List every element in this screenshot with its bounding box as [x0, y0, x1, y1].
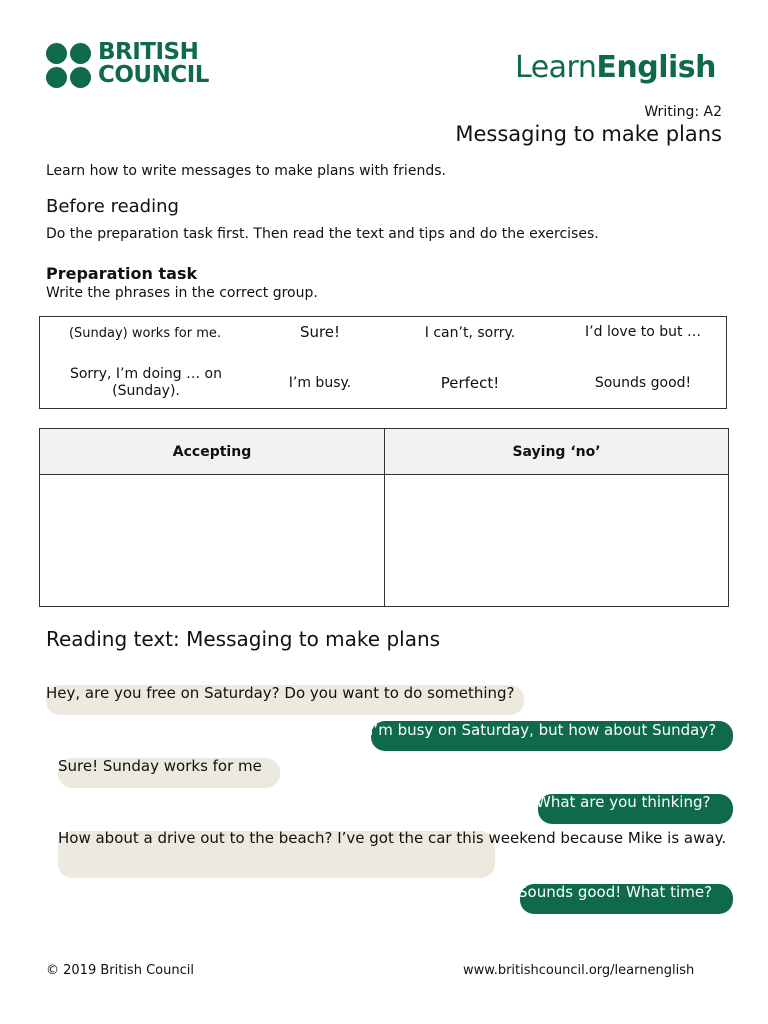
message-text: What are you thinking?: [536, 793, 711, 811]
message-text: I’m busy on Saturday, but how about Sunday?: [369, 721, 717, 739]
phrase-item: I can’t, sorry.: [424, 325, 516, 341]
message-text: Sure! Sunday works for me: [58, 757, 262, 775]
logo-dots-icon: [46, 43, 93, 89]
british-council-logo: [46, 39, 216, 89]
message-text: Hey, are you free on Saturday? Do you want to do something?: [46, 684, 515, 702]
phrase-item: Perfect!: [440, 374, 500, 392]
level-label: Writing: A2: [644, 104, 722, 120]
website-link[interactable]: www.britishcouncil.org/learnenglish: [463, 963, 695, 978]
phrase-item: I’d love to but …: [585, 324, 701, 340]
column-header-accepting: Accepting: [40, 429, 384, 475]
preparation-task-heading: Preparation task: [46, 264, 198, 283]
phrase-box: [39, 316, 727, 409]
accepting-answer-area[interactable]: [40, 476, 384, 606]
phrase-item: Sure!: [299, 323, 341, 341]
phrase-item: Sounds good!: [594, 375, 692, 391]
page-title: Messaging to make plans: [455, 122, 722, 146]
before-reading-heading: Before reading: [46, 196, 179, 217]
message-text: Sounds good! What time?: [518, 883, 713, 901]
preparation-task-text: Write the phrases in the correct group.: [46, 285, 318, 301]
message-text: How about a drive out to the beach? I’ve got the car this weekend because Mike is away.: [58, 829, 727, 847]
phrase-item: Sorry, I’m doing … on (Sunday).: [69, 366, 222, 399]
sorting-table: [39, 428, 729, 607]
logo-wordmark: BRITISH COUNCIL: [98, 39, 209, 88]
column-header-saying-no: Saying ‘no’: [385, 429, 728, 475]
phrase-item: I’m busy.: [288, 375, 352, 391]
learnenglish-logo: LearnEnglish: [515, 50, 716, 85]
copyright-text: © 2019 British Council: [46, 963, 194, 978]
reading-text-heading: Reading text: Messaging to make plans: [46, 627, 441, 651]
before-reading-text: Do the preparation task first. Then read the text and tips and do the exercises.: [46, 226, 599, 242]
saying-no-answer-area[interactable]: [385, 476, 728, 606]
intro-text: Learn how to write messages to make plans with friends.: [46, 163, 446, 179]
phrase-item: (Sunday) works for me.: [68, 326, 222, 341]
